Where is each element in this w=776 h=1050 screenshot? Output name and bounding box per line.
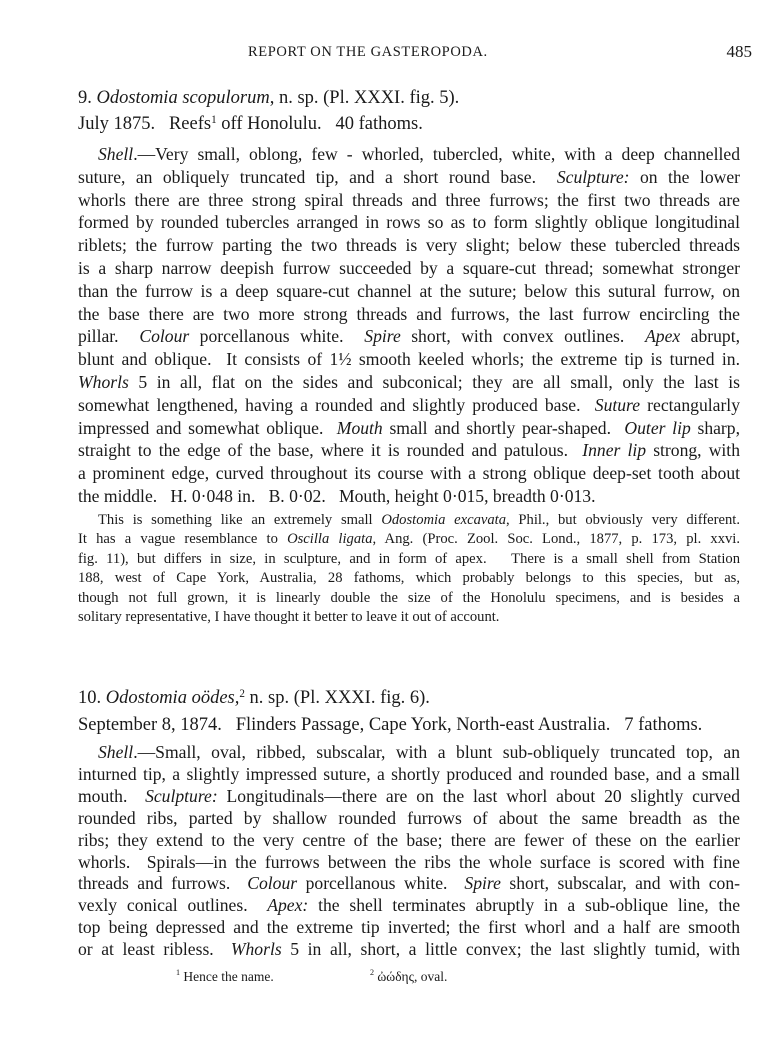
- text-run: solitary representative, I have thought it better to leave it out of account.: [78, 609, 500, 626]
- text-run: 10.: [78, 688, 106, 708]
- species-heading-10: [78, 686, 740, 711]
- text-line: [78, 530, 740, 549]
- italic-text: Whorls: [230, 939, 282, 960]
- running-title: REPORT ON THE GASTEROPODA.: [248, 44, 488, 60]
- italic-text: Sculpture:: [556, 166, 630, 187]
- text-run: somewhat lengthened, having a rounded and slightly produced base.: [78, 394, 595, 415]
- page-number: 485: [726, 42, 752, 61]
- italic-text: Mouth: [336, 417, 383, 438]
- text-line: [78, 589, 740, 608]
- text-line: [78, 166, 740, 189]
- text-run: the middle. H. 0·048 in. B. 0·02. Mouth, height 0·015, breadth 0·013.: [78, 485, 596, 506]
- running-header: [0, 44, 776, 68]
- text-line: [78, 550, 740, 569]
- footnote-text: ὠώδης, oval.: [377, 969, 448, 984]
- text-run: formed by rounded tubercles arranged in rows so as to form slightly oblique longitudinal: [78, 212, 740, 233]
- text-run: fig. 11), but differs in size, in sculpture, and in form of apex. There is a small shell from Station: [78, 550, 740, 567]
- text-line: [78, 764, 740, 786]
- italic-text: Colour: [139, 326, 190, 347]
- italic-text: Spire: [464, 873, 501, 894]
- text-run: strong, with: [646, 440, 740, 461]
- remarks-paragraph-9: [78, 511, 740, 627]
- description-paragraph-9: [78, 143, 740, 508]
- text-run: sharp,: [690, 417, 740, 438]
- italic-text: Outer lip: [624, 417, 691, 438]
- text-run: .—Very small, oblong, few - whorled, tubercled, white, with a deep channelled: [133, 144, 740, 164]
- footnote-reference: 2: [239, 688, 245, 700]
- text-run: This is something like an extremely small: [98, 512, 382, 528]
- text-run: a prominent edge, curved throughout its course with a strong oblique deep-set tooth about: [78, 463, 740, 484]
- text-run: July 1875. Reefs: [78, 114, 212, 134]
- italic-text: Whorls: [78, 371, 129, 392]
- text-run: 5 in all, flat on the sides and subconical; they are all small, only the last is: [128, 371, 740, 392]
- italic-text: Odostomia oödes,: [105, 688, 240, 708]
- text-line: [78, 462, 740, 485]
- text-line: [78, 189, 740, 212]
- text-run: whorls. Spirals—in the furrows between the ribs the whole surface is scored with fine: [78, 851, 740, 872]
- text-line: [78, 143, 740, 166]
- text-run: 5 in all, short, a little convex; the last slightly tumid, with: [281, 939, 740, 960]
- text-run: vexly conical outlines.: [78, 895, 268, 916]
- italic-text: Shell: [98, 742, 134, 762]
- footnote-text: Hence the name.: [183, 969, 274, 984]
- text-run: riblets; the furrow parting the two threads is very slight; below these tubercled threads: [78, 235, 740, 256]
- text-run: pillar.: [78, 326, 140, 347]
- text-run: mouth.: [78, 785, 146, 806]
- footnote-mark: 1: [176, 968, 181, 977]
- text-line: [78, 371, 740, 394]
- text-run: blunt and oblique. It consists of 1½ smooth keeled whorls; the extreme tip is turned in.: [78, 349, 740, 370]
- text-line: [78, 211, 740, 234]
- text-run: , Phil., but obviously very different.: [506, 512, 740, 528]
- text-run: 188, west of Cape York, Australia, 28 fathoms, which probably belongs to this species, but as,: [78, 570, 740, 587]
- footnote-reference: 1: [211, 114, 217, 126]
- text-run: impressed and somewhat oblique.: [78, 417, 337, 438]
- text-run: inturned tip, a slightly impressed suture, a shortly produced and rounded base, and a small: [78, 763, 740, 784]
- text-run: is a sharp narrow deepish furrow succeeded by a square-cut thread; somewhat stronger: [78, 257, 740, 278]
- text-line: [78, 325, 740, 348]
- italic-text: Apex:: [267, 895, 309, 916]
- text-run: .—Small, oval, ribbed, subscalar, with a blunt sub-obliquely truncated top, an: [133, 742, 740, 762]
- text-line: [78, 348, 740, 371]
- text-run: It has a vague resemblance to: [78, 531, 288, 548]
- text-run: small and shortly pear-shaped.: [382, 417, 625, 438]
- text-line: [78, 234, 740, 257]
- footnote-mark: 2: [370, 968, 375, 977]
- text-line: [78, 852, 740, 874]
- text-line: [78, 873, 740, 895]
- italic-text: Shell: [98, 144, 134, 164]
- text-run: porcellanous white.: [297, 873, 465, 894]
- text-line: [78, 786, 740, 808]
- text-run: or at least ribless.: [78, 939, 231, 960]
- italic-text: Colour: [247, 873, 298, 894]
- text-line: [78, 830, 740, 852]
- italic-text: Spire: [364, 326, 401, 347]
- text-run: rounded ribs, parted by shallow rounded furrows of about the same breadth as the: [78, 807, 740, 828]
- description-paragraph-10: [78, 742, 740, 961]
- text-run: September 8, 1874. Flinders Passage, Cape York, North-east Australia. 7 fathoms.: [78, 715, 703, 735]
- text-run: suture, an obliquely truncated tip, and a short round base.: [78, 166, 557, 187]
- text-run: threads and furrows.: [78, 873, 248, 894]
- text-line: [78, 257, 740, 280]
- text-line: [78, 608, 740, 627]
- text-run: 9.: [78, 88, 97, 108]
- text-run: on the lower: [629, 166, 740, 187]
- text-run: off Honolulu. 40 fathoms.: [216, 114, 423, 134]
- text-run: whorls there are three strong spiral threads and three furrows; the first two threads are: [78, 189, 740, 210]
- text-line: [78, 394, 740, 417]
- text-run: abrupt,: [680, 326, 740, 347]
- text-run: , n. sp. (Pl. XXXI. fig. 5).: [269, 88, 460, 108]
- italic-text: Odostomia excavata: [381, 512, 507, 528]
- text-run: , Ang. (Proc. Zool. Soc. Lond., 1877, p. 173, pl. xxvi.: [372, 531, 741, 548]
- text-run: Longitudinals—there are on the last whorl about 20 slightly curved: [217, 785, 741, 806]
- italic-text: Sculpture:: [145, 785, 218, 806]
- text-run: the shell terminates abruptly in a sub-oblique line, the: [308, 895, 741, 916]
- text-line: [78, 742, 740, 764]
- text-run: the base there are two more strong threads and furrows, the last furrow encircling the: [78, 303, 740, 324]
- species-heading-9: [78, 86, 740, 111]
- text-run: porcellanous white.: [189, 326, 365, 347]
- text-line: [78, 808, 740, 830]
- italic-text: Inner lip: [582, 440, 647, 461]
- text-line: [78, 569, 740, 588]
- text-line: [78, 895, 740, 917]
- text-run: than the furrow is a deep square-cut channel at the suture; below this sutural furrow, on: [78, 280, 740, 301]
- text-line: [78, 939, 740, 961]
- text-line: [78, 303, 740, 326]
- text-line: [78, 439, 740, 462]
- text-run: straight to the edge of the base, where it is rounded and patulous.: [78, 440, 583, 461]
- text-run: though not full grown, it is linearly double the size of the Honolulu specimens, and is besides a: [78, 589, 740, 606]
- italic-text: Odostomia scopulorum: [96, 88, 270, 108]
- text-line: [78, 511, 740, 530]
- footnote-2: [370, 968, 447, 986]
- italic-text: Suture: [594, 394, 641, 415]
- text-line: [78, 485, 740, 508]
- text-run: short, subscalar, and with con-: [500, 873, 740, 894]
- text-run: top being depressed and the extreme tip inverted; the first whorl and a half are smooth: [78, 917, 740, 938]
- italic-text: Apex: [645, 326, 681, 347]
- text-run: short, with convex outlines.: [400, 326, 646, 347]
- text-run: ribs; they extend to the very centre of the base; there are fewer of these on the earlier: [78, 829, 740, 850]
- italic-text: Oscilla ligata: [287, 531, 373, 548]
- text-line: [78, 280, 740, 303]
- locality-line-10: [78, 713, 740, 738]
- text-run: rectangularly: [640, 394, 740, 415]
- text-line: [78, 917, 740, 939]
- text-run: n. sp. (Pl. XXXI. fig. 6).: [244, 688, 430, 708]
- locality-line-9: [78, 112, 740, 137]
- text-line: [78, 417, 740, 440]
- footnote-1: [176, 968, 274, 986]
